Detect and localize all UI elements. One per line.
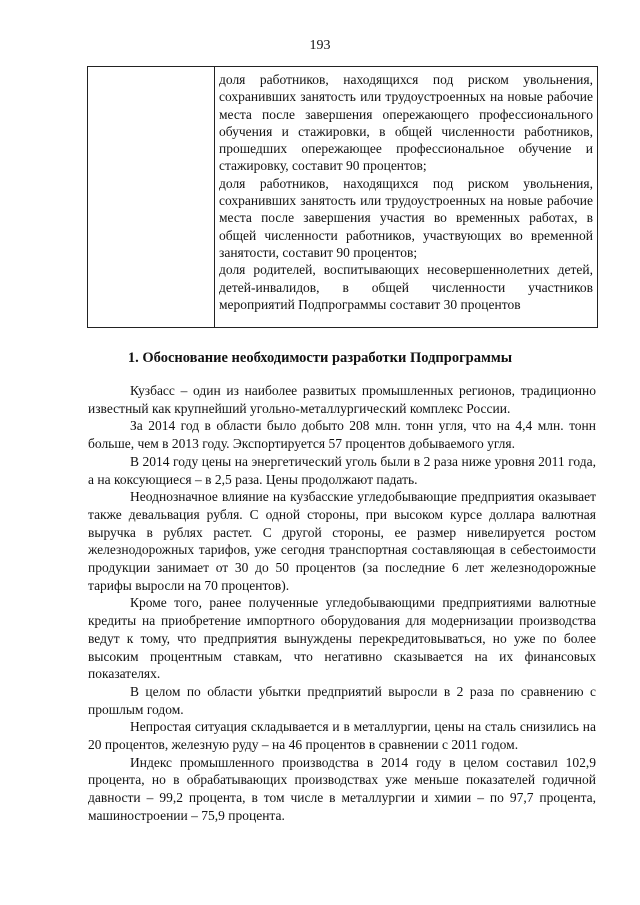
paragraph: За 2014 год в области было добыто 208 млн. тонн угля, что на 4,4 млн. тонн больше, чем в 2013 году. Экспортируется 57 процентов добываемого угля. (88, 418, 596, 452)
paragraph: Кроме того, ранее полученные угледобывающими предприятиями валютные кредиты на приобретение импортного оборудования для модернизации производства ведут к тому, что предприятия вынуждены перекредитовываться, но уже по более высоким процентным ставкам, что негативно сказывается на их финансовых показателях. (88, 595, 596, 682)
paragraph: Непростая ситуация складывается и в металлургии, цены на сталь снизились на 20 процентов, железную руду – на 46 процентов в сравнении с 2011 годом. (88, 719, 596, 753)
page-number: 193 (309, 38, 331, 53)
paragraph: Индекс промышленного производства в 2014 году в целом составил 102,9 процента, но в обрабатывающих производствах уже меньше показателей годичной давности – 99,2 процента, в том числе в металлургии и химии – по 97,7 процента, машиностроении – 75,9 процента. (88, 754, 596, 823)
body-text (88, 382, 596, 825)
target-item: доля работников, находящихся под риском увольнения, сохранивших занятость или трудоустроенных на новые рабочие места после завершения участия во временных работах, в общей численности работников, участвующих во временной занятости, составит 90 процентов; (219, 175, 593, 260)
table-left-cell (88, 67, 215, 327)
targets-table (87, 66, 598, 328)
table-right-cell (215, 67, 597, 313)
paragraph: Кузбасс – один из наиболее развитых промышленных регионов, традиционно известный как крупнейший угольно-металлургический комплекс России. (88, 383, 596, 416)
target-item: доля родителей, воспитывающих несовершеннолетних детей, детей-инвалидов, в общей численности участников мероприятий Подпрограммы составит 30 процентов (219, 262, 593, 312)
section-title: 1. Обоснование необходимости разработки Подпрограммы (127, 350, 513, 366)
target-item: доля работников, находящихся под риском увольнения, сохранивших занятость или трудоустроенных на новые рабочие места после завершения опережающего профессионального обучения и стажировки, в общей численности работников, прошедших опережающее профессиональное обучение и стажировку, составит 90 процентов; (219, 72, 593, 174)
paragraph: В целом по области убытки предприятий выросли в 2 раза по сравнению с прошлым годом. (88, 683, 596, 717)
paragraph: В 2014 году цены на энергетический уголь были в 2 раза ниже уровня 2011 года, а на коксующиеся – в 2,5 раза. Цены продолжают падать. (88, 453, 596, 487)
paragraph: Неоднозначное влияние на кузбасские угледобывающие предприятия оказывает также девальвация рубля. С одной стороны, при высоком курсе доллара валютная выручка в рублях растет. С другой стороны, ее размер нивелируется ростом железнодорожных тарифов, уже сегодня транспортная составляющая в себестоимости продукции занимает от 30 до 50 процентов (за последние 6 лет железнодорожные тарифы выросли на 70 процентов). (88, 489, 596, 593)
